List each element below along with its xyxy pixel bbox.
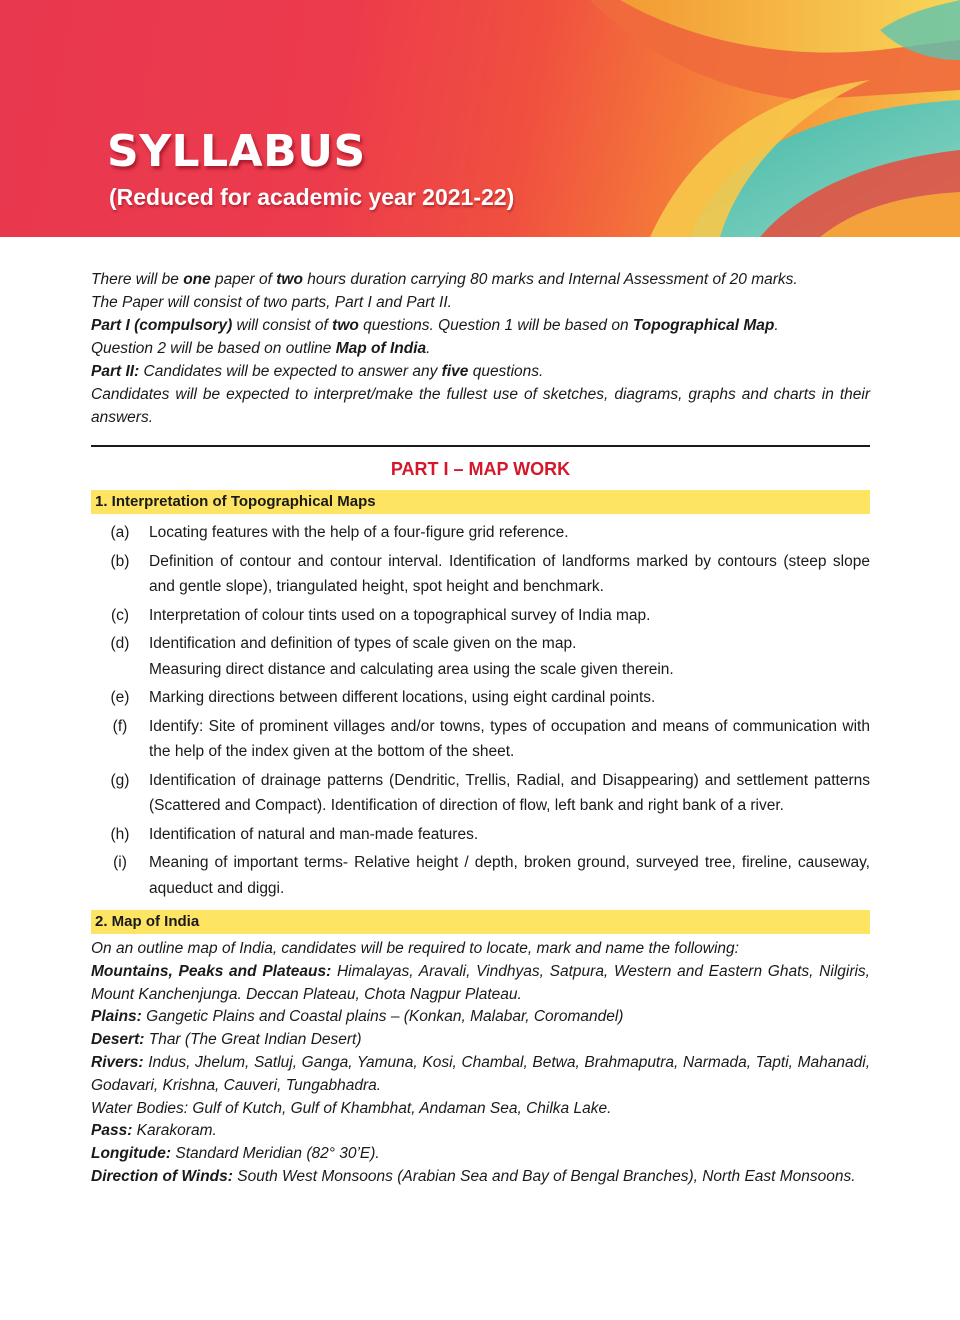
item-label: (f)	[112, 717, 128, 735]
india-entry: Desert: Thar (The Great Indian Desert)	[91, 1031, 362, 1049]
item-label: (b)	[110, 552, 130, 570]
item-text: Locating features with the help of a four-figure grid reference.	[149, 524, 569, 541]
intro-line: There will be one paper of two hours duration carrying 80 marks and Internal Assessment of 20 marks.	[91, 271, 798, 288]
part-heading: PART I – MAP WORK	[390, 459, 571, 479]
item-label: (d)	[110, 635, 130, 652]
item-text: Meaning of important terms- Relative height / depth, broken ground, surveyed tree, fireline, causeway, aqueduct and diggi.	[149, 854, 870, 897]
document-body	[91, 268, 870, 1189]
item-label: (g)	[110, 771, 130, 789]
list-item	[91, 714, 870, 765]
page-title: SYLLABUS	[107, 126, 366, 177]
intro-line: Candidates will be expected to interpret/make the fullest use of sketches, diagrams, graphs and charts in their answers.	[91, 386, 870, 426]
section-heading: 2. Map of India	[91, 910, 870, 934]
item-label: (a)	[110, 524, 130, 541]
item-text: Identification of natural and man-made features.	[149, 825, 479, 843]
india-entry: Water Bodies: Gulf of Kutch, Gulf of Khambhat, Andaman Sea, Chilka Lake.	[91, 1099, 612, 1117]
item-text: Identification and definition of types of scale given on the map. Measuring direct distance and calculating area using the scale given therein.	[149, 635, 674, 678]
item-text: Definition of contour and contour interval. Identification of landforms marked by contours (steep slope and gentle slope), triangulated height, spot height and benchmark.	[149, 552, 870, 595]
list-item	[91, 768, 870, 819]
list-item	[91, 822, 870, 848]
list-item	[91, 520, 870, 546]
item-text: Interpretation of colour tints used on a topographical survey of India map.	[149, 606, 651, 624]
item-label: (i)	[113, 854, 127, 871]
india-map-block	[91, 938, 870, 1189]
intro-line: The Paper will consist of two parts, Part I and Part II.	[91, 294, 452, 311]
section-heading: 1. Interpretation of Topographical Maps	[91, 490, 870, 514]
item-label: (h)	[110, 825, 130, 843]
india-entry: Mountains, Peaks and Plateaus: Himalayas, Aravali, Vindhyas, Satpura, Western and Eastern Ghats, Nilgiris, Mount Kanchenjunga. Deccan Plateau, Chota Nagpur Plateau.	[91, 962, 870, 1003]
india-entry: Pass: Karakoram.	[91, 1122, 217, 1140]
intro-line: Question 2 will be based on outline Map of India.	[91, 340, 431, 357]
divider	[91, 445, 870, 447]
india-intro: On an outline map of India, candidates will be required to locate, mark and name the following:	[91, 940, 739, 957]
india-entry: Plains: Gangetic Plains and Coastal plains – (Konkan, Malabar, Coromandel)	[91, 1008, 624, 1026]
item-text: Identification of drainage patterns (Dendritic, Trellis, Radial, and Disappearing) and settlement patterns (Scattered and Compact). Identification of direction of flow, left bank and right bank of a river.	[149, 771, 870, 814]
item-label: (c)	[110, 606, 130, 624]
intro-line: Part II: Candidates will be expected to answer any five questions.	[91, 363, 544, 380]
topo-items-list	[91, 520, 870, 901]
header-banner	[0, 0, 960, 237]
list-item	[91, 549, 870, 600]
india-entry: Longitude: Standard Meridian (82° 30’E).	[91, 1145, 380, 1163]
list-item	[91, 631, 870, 682]
india-entry: Rivers: Indus, Jhelum, Satluj, Ganga, Yamuna, Kosi, Chambal, Betwa, Brahmaputra, Narmada, Tapti, Mahanadi, Godavari, Krishna, Cauveri, Tungabhadra.	[91, 1053, 870, 1094]
intro-line: Part I (compulsory) will consist of two questions. Question 1 will be based on Topographical Map.	[91, 317, 779, 334]
list-item	[91, 850, 870, 901]
intro-block	[91, 268, 870, 429]
india-entry: Direction of Winds: South West Monsoons (Arabian Sea and Bay of Bengal Branches), North East Monsoons.	[91, 1167, 856, 1185]
list-item	[91, 685, 870, 711]
list-item	[91, 603, 870, 629]
item-text: Identify: Site of prominent villages and/or towns, types of occupation and means of communication with the help of the index given at the bottom of the sheet.	[149, 717, 870, 760]
item-text: Marking directions between different locations, using eight cardinal points.	[149, 689, 656, 706]
page-subtitle: (Reduced for academic year 2021-22)	[109, 184, 515, 210]
item-label: (e)	[110, 689, 130, 706]
